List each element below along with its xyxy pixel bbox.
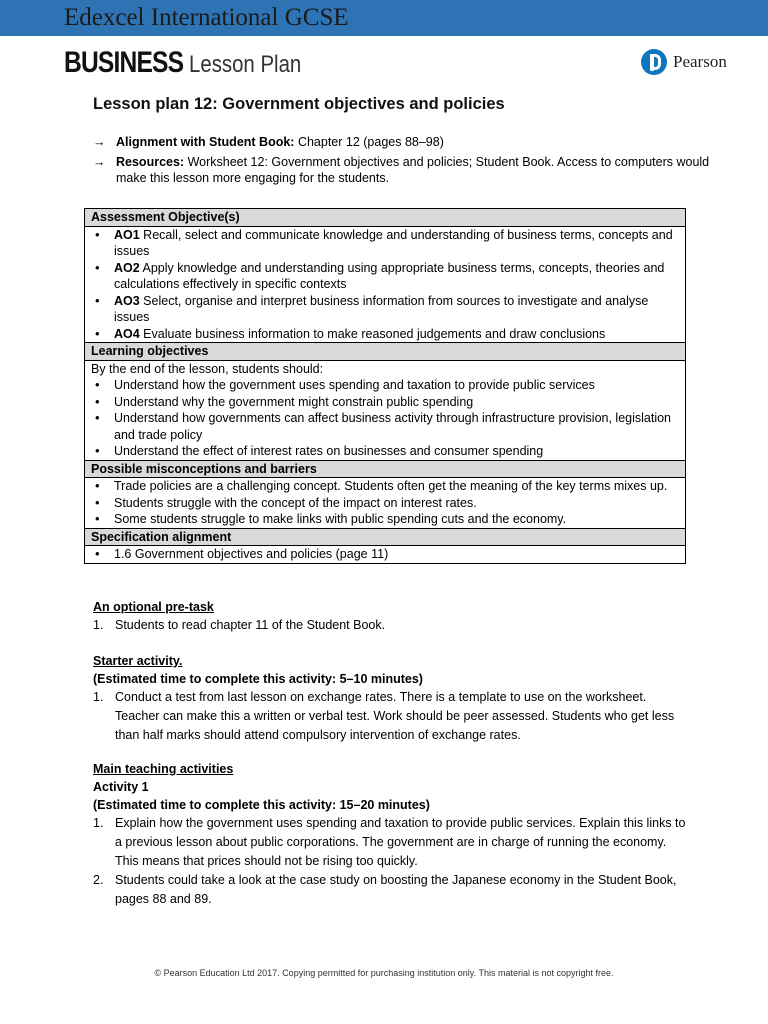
- activity-text: Explain how the government uses spending and taxation to provide public services. Explain this links to a previous lesson about public corporations. The government are in charge of running the economy. This means that prices should not be rising too quickly.: [115, 816, 686, 868]
- arrow-icon: →: [93, 135, 106, 149]
- pre-task-heading: An optional pre-task: [93, 600, 214, 614]
- starter-heading: Starter activity.: [93, 654, 183, 668]
- starter-item: 1. Conduct a test from last lesson on exchange rates. There is a template to use on the worksheet. Teacher can make this a written or verbal test. Work should be peer assessed. Students who get less than half marks should attend compulsory intervention of exchange rates.: [93, 690, 675, 742]
- ao-text: Recall, select and communicate knowledge and understanding of business terms, concepts and issues: [114, 227, 673, 258]
- misconception-item: • Trade policies are a challenging concept. Students often get the meaning of the key terms mixes up.: [91, 478, 679, 495]
- activity-item: 2. Students could take a look at the case study on boosting the Japanese economy in the Student Book, pages 88 and 89.: [93, 873, 677, 906]
- activity-item: 1. Explain how the government uses spending and taxation to provide public services. Explain this links to a previous lesson about public corporations. The government are in charge of running the economy. This means that prices should not be rising too quickly.: [93, 816, 686, 868]
- activity-title: Activity 1: [93, 780, 149, 794]
- misconceptions-cell: [85, 478, 686, 529]
- misconception-item: • Some students struggle to make links with public spending cuts and the economy.: [91, 511, 679, 528]
- specification-item: • 1.6 Government objectives and policies (page 11): [91, 546, 679, 563]
- publisher-name: Pearson: [673, 52, 727, 71]
- ao-item: [91, 227, 679, 260]
- resources-text: Worksheet 12: Government objectives and policies; Student Book. Access to computers would make this lesson more engaging for the students.: [116, 154, 710, 185]
- starter-time: (Estimated time to complete this activity: 5–10 minutes): [93, 672, 423, 686]
- starter-text: Conduct a test from last lesson on exchange rates. There is a template to use on the worksheet. Teacher can make this a written or verbal test. Work should be peer assessed. Students who get less than half marks should attend compulsory intervention of exchange rates.: [115, 690, 675, 742]
- pre-task-item: 1. Students to read chapter 11 of the Student Book.: [93, 618, 386, 632]
- subject-subtitle: Lesson Plan: [189, 51, 302, 78]
- lesson-title: Lesson plan 12: Government objectives and policies: [93, 95, 505, 113]
- lo-intro: By the end of the lesson, students should:: [91, 361, 324, 376]
- ao-code: AO4: [114, 326, 140, 341]
- lo-item: • Understand why the government might constrain public spending: [91, 394, 679, 411]
- activity-time: (Estimated time to complete this activity: 15–20 minutes): [93, 798, 430, 812]
- alignment-row: [93, 134, 713, 151]
- pearson-logo: [641, 49, 727, 75]
- subject-heading: [64, 46, 321, 86]
- lo-header: Learning objectives: [85, 343, 686, 361]
- ao-item: [91, 293, 679, 326]
- activity-text: Students could take a look at the case study on boosting the Japanese economy in the Student Book, pages 88 and 89.: [115, 873, 677, 906]
- ao-item: [91, 260, 679, 293]
- resources-row: [93, 154, 713, 187]
- copyright-footer: © Pearson Education Ltd 2017. Copying permitted for purchasing institution only. This material is not copyright free.: [154, 968, 614, 978]
- pearson-logo-icon: [641, 49, 667, 75]
- exam-title: Edexcel International GCSE: [64, 4, 349, 31]
- header-band: [0, 0, 768, 36]
- alignment-label: Alignment with Student Book:: [116, 135, 295, 149]
- ao-text: Select, organise and interpret business information from sources to investigate and analyse issues: [114, 293, 649, 324]
- lo-item: • Understand how the government uses spending and taxation to provide public services: [91, 377, 679, 394]
- subject-name: BUSINESS: [64, 46, 184, 79]
- pre-task-text: Students to read chapter 11 of the Student Book.: [115, 618, 386, 632]
- ao-cell: [85, 226, 686, 343]
- misconception-item: • Students struggle with the concept of the impact on interest rates.: [91, 495, 679, 512]
- specification-header: Specification alignment: [85, 528, 686, 546]
- lesson-info: [93, 134, 713, 190]
- misconceptions-header: Possible misconceptions and barriers: [85, 460, 686, 478]
- lo-cell: [85, 360, 686, 460]
- ao-item: [91, 326, 679, 343]
- ao-text: Apply knowledge and understanding using appropriate business terms, concepts, theories and calculations effectively in specific contexts: [114, 260, 665, 291]
- specification-cell: [85, 546, 686, 564]
- arrow-icon: →: [93, 154, 106, 169]
- ao-header: Assessment Objective(s): [85, 209, 686, 227]
- lo-item: • Understand how governments can affect business activity through infrastructure provision, legislation and trade policy: [91, 410, 679, 443]
- resources-label: Resources:: [116, 154, 185, 169]
- ao-code: AO3: [114, 293, 140, 308]
- lesson-sections: [93, 598, 693, 909]
- ao-code: AO1: [114, 227, 140, 242]
- ao-text: Evaluate business information to make reasoned judgements and draw conclusions: [139, 326, 606, 341]
- ao-code: AO2: [114, 260, 140, 275]
- lo-item: • Understand the effect of interest rates on businesses and consumer spending: [91, 443, 679, 460]
- alignment-text: Chapter 12 (pages 88–98): [294, 135, 444, 149]
- lesson-objectives-table: [84, 208, 686, 564]
- main-activities-heading: Main teaching activities: [93, 762, 234, 776]
